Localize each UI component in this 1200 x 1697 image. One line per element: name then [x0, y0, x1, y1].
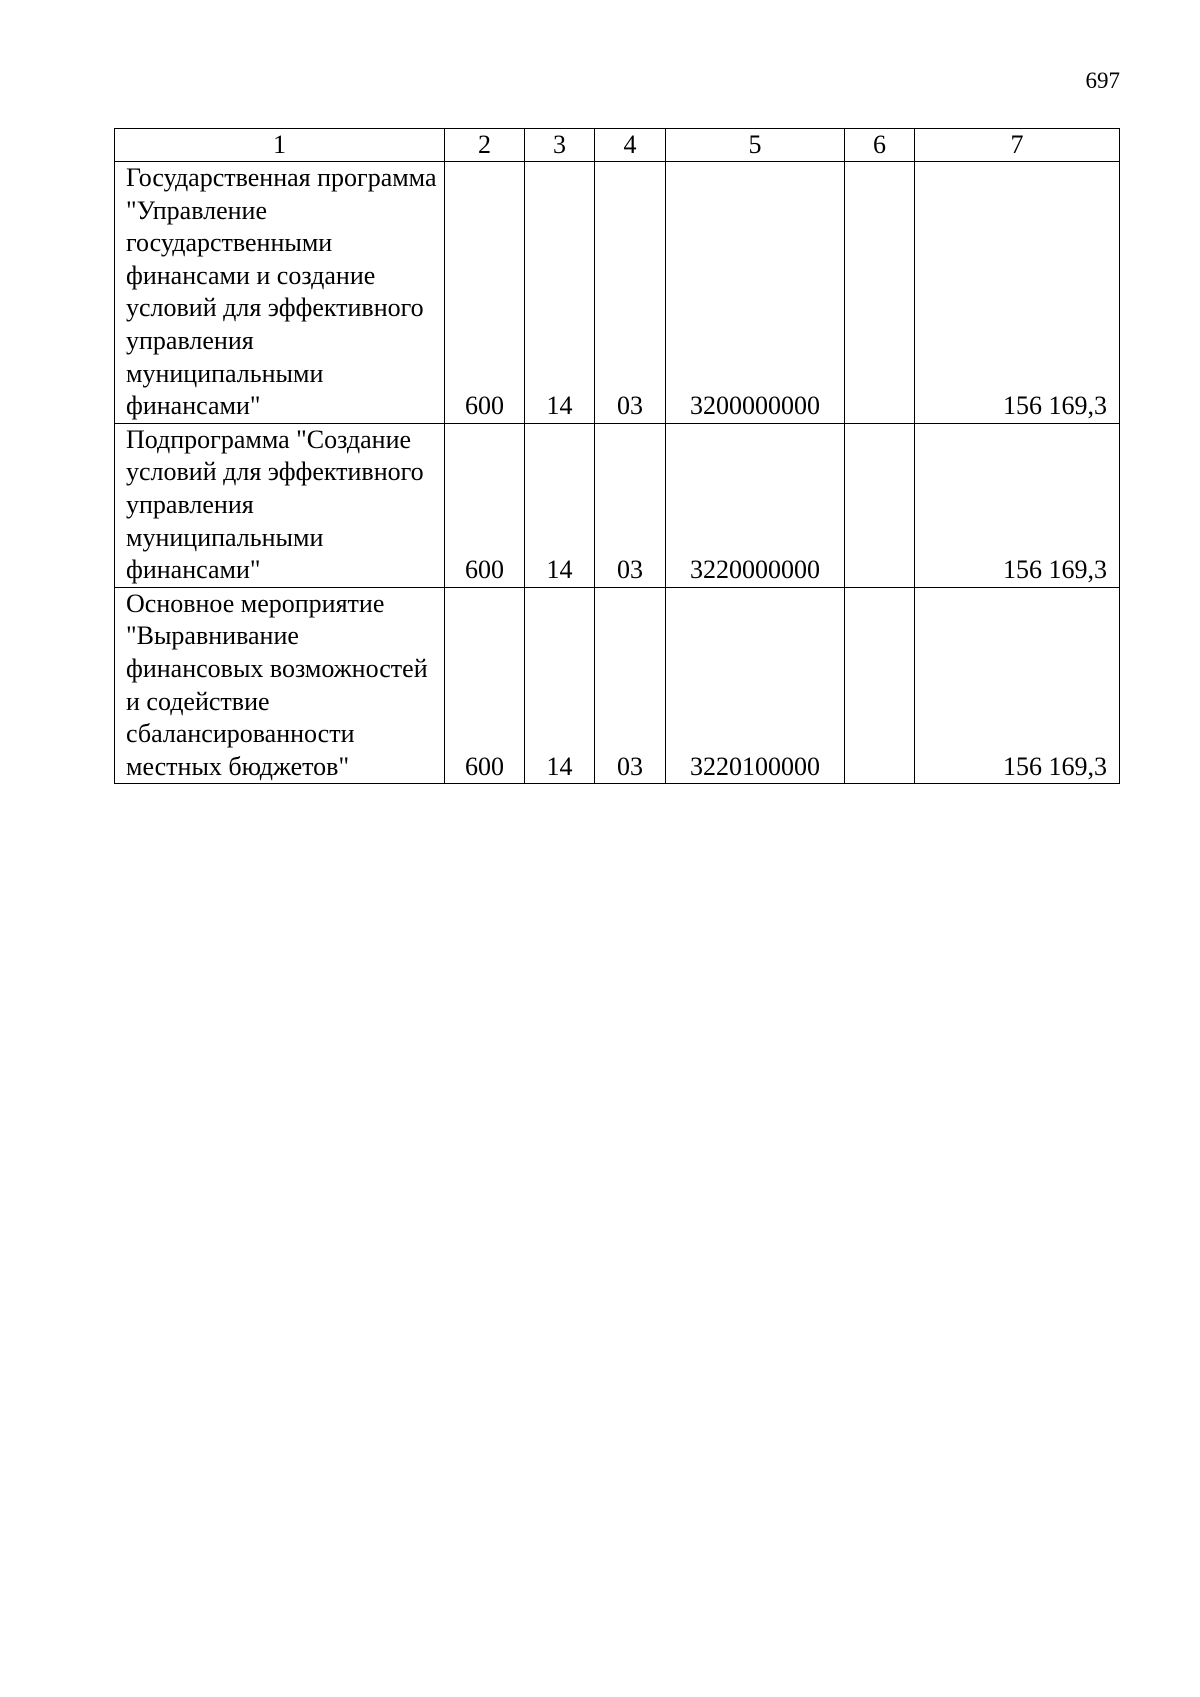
row-cell-col7: 156 169,3 [915, 587, 1120, 784]
table-row [115, 423, 1120, 587]
row-cell-col3: 14 [525, 423, 595, 587]
column-header-4: 4 [595, 129, 666, 162]
row-cell-col2: 600 [445, 587, 525, 784]
column-header-3: 3 [525, 129, 595, 162]
row-cell-col5: 3220000000 [666, 423, 845, 587]
column-header-2: 2 [445, 129, 525, 162]
row-cell-col4: 03 [595, 162, 666, 424]
table-row [115, 587, 1120, 784]
row-cell-col2: 600 [445, 162, 525, 424]
row-cell-col4: 03 [595, 423, 666, 587]
row-cell-col5: 3220100000 [666, 587, 845, 784]
row-cell-col6 [845, 423, 915, 587]
column-header-6: 6 [845, 129, 915, 162]
budget-table [114, 128, 1120, 784]
column-header-1: 1 [115, 129, 445, 162]
row-cell-col3: 14 [525, 587, 595, 784]
row-cell-col2: 600 [445, 423, 525, 587]
column-header-5: 5 [666, 129, 845, 162]
row-cell-col4: 03 [595, 587, 666, 784]
row-cell-col7: 156 169,3 [915, 423, 1120, 587]
page-number: 697 [1085, 68, 1120, 93]
row-name-cell: Основное мероприятие "Выравнивание финансовых возможностей и содействие сбалансированности местных бюджетов" [115, 587, 445, 784]
table-row [115, 162, 1120, 424]
row-cell-col6 [845, 162, 915, 424]
row-cell-col5: 3200000000 [666, 162, 845, 424]
row-name-cell: Государственная программа "Управление государственными финансами и создание условий для эффективного управления муниципальными финансами" [115, 162, 445, 424]
row-cell-col7: 156 169,3 [915, 162, 1120, 424]
row-name-cell: Подпрограмма "Создание условий для эффективного управления муниципальными финансами" [115, 423, 445, 587]
table-header-row [115, 129, 1120, 162]
row-cell-col3: 14 [525, 162, 595, 424]
column-header-7: 7 [915, 129, 1120, 162]
row-cell-col6 [845, 587, 915, 784]
